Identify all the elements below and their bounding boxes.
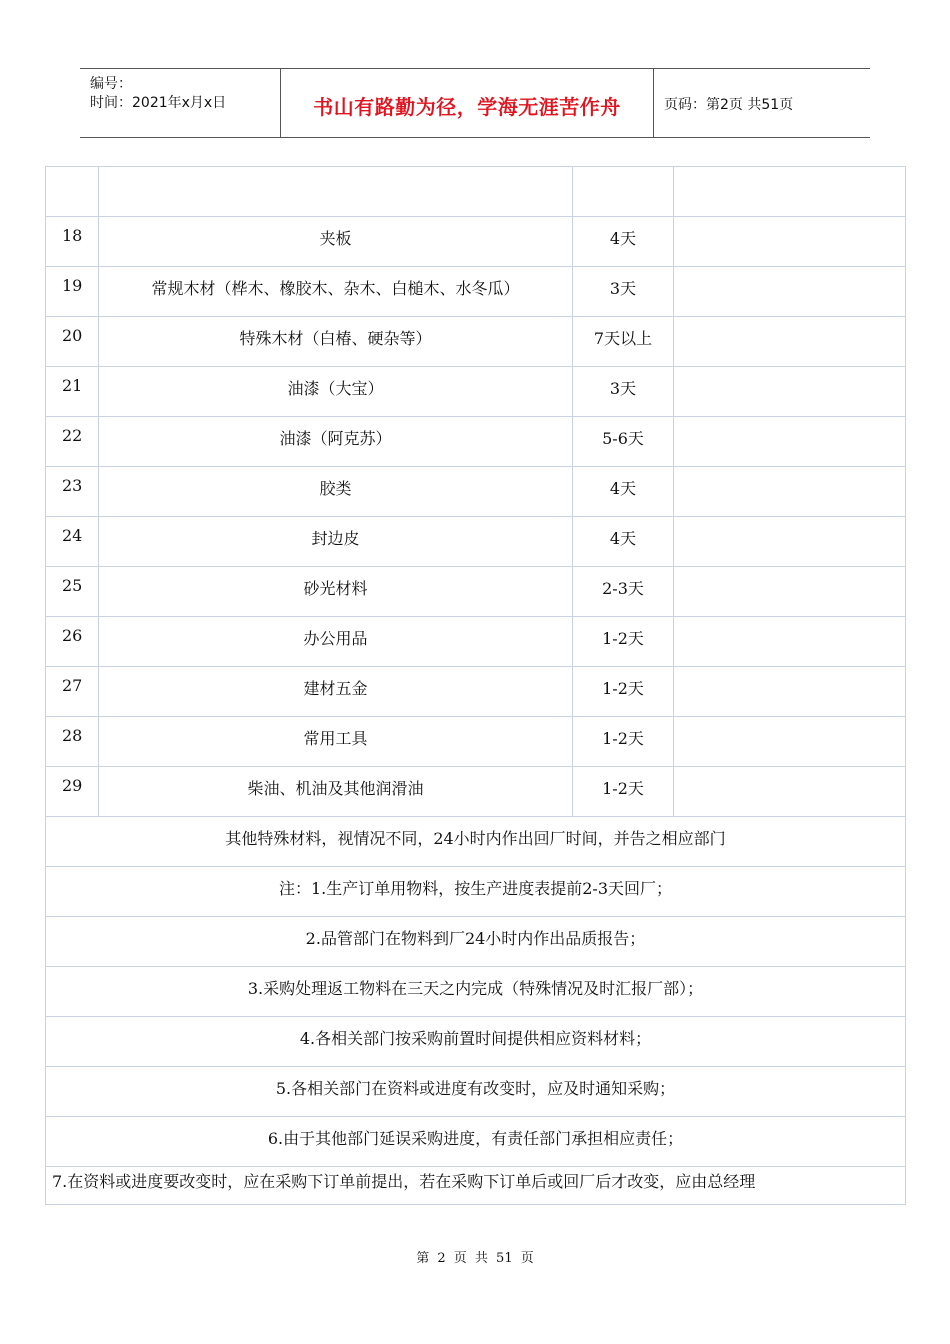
lead-time: 5-6天	[573, 417, 674, 467]
remark-cell	[674, 517, 906, 567]
row-number: 27	[46, 667, 99, 717]
remark-cell	[674, 367, 906, 417]
row-number: 23	[46, 467, 99, 517]
remark-cell	[674, 267, 906, 317]
remark-cell	[674, 717, 906, 767]
material-name: 常规木材（桦木、橡胶木、杂木、白槌木、水冬瓜）	[99, 267, 573, 317]
table-row	[46, 767, 906, 817]
row-number: 20	[46, 317, 99, 367]
material-name: 特殊木材（白椿、硬杂等）	[99, 317, 573, 367]
table-row	[46, 167, 906, 217]
remark-cell	[674, 467, 906, 517]
table-row	[46, 517, 906, 567]
note-row	[46, 1117, 906, 1167]
note-row	[46, 917, 906, 967]
header-page-cell	[654, 69, 870, 137]
material-name: 柴油、机油及其他润滑油	[99, 767, 573, 817]
date-label: 时间：2021年x月x日	[90, 95, 227, 111]
table-row	[46, 267, 906, 317]
remark-cell	[674, 617, 906, 667]
material-name: 夹板	[99, 217, 573, 267]
lead-time: 1-2天	[573, 617, 674, 667]
lead-time: 4天	[573, 517, 674, 567]
row-number: 29	[46, 767, 99, 817]
page-footer: 第 2 页 共 51 页	[416, 1251, 534, 1266]
note-item: 4.各相关部门按采购前置时间提供相应资料材料；	[46, 1017, 906, 1067]
note-item: 2.品管部门在物料到厂24小时内作出品质报告；	[46, 917, 906, 967]
lead-time: 3天	[573, 367, 674, 417]
table-row	[46, 317, 906, 367]
lead-time: 1-2天	[573, 667, 674, 717]
row-number: 28	[46, 717, 99, 767]
material-name: 封边皮	[99, 517, 573, 567]
remark-cell	[674, 217, 906, 267]
material-name: 油漆（大宝）	[99, 367, 573, 417]
lead-time: 3天	[573, 267, 674, 317]
lead-time: 4天	[573, 467, 674, 517]
header-meta	[80, 69, 281, 137]
note-item: 3.采购处理返工物料在三天之内完成（特殊情况及时汇报厂部）；	[46, 967, 906, 1017]
table-row	[46, 417, 906, 467]
note-row	[46, 867, 906, 917]
note-row	[46, 1017, 906, 1067]
row-number: 26	[46, 617, 99, 667]
lead-time	[573, 167, 674, 217]
note-row	[46, 967, 906, 1017]
table-row	[46, 667, 906, 717]
motto-text: 书山有路勤为径，学海无涯苦作舟	[313, 95, 621, 119]
note-item: 6.由于其他部门延误采购进度，有责任部门承担相应责任；	[46, 1117, 906, 1167]
remark-cell	[674, 767, 906, 817]
material-name	[99, 167, 573, 217]
lead-time: 1-2天	[573, 717, 674, 767]
note-row	[46, 1167, 906, 1205]
remark-cell	[674, 567, 906, 617]
material-name: 胶类	[99, 467, 573, 517]
row-number: 22	[46, 417, 99, 467]
row-number: 21	[46, 367, 99, 417]
row-number: 25	[46, 567, 99, 617]
lead-time: 2-3天	[573, 567, 674, 617]
page-header	[80, 68, 870, 138]
material-name: 办公用品	[99, 617, 573, 667]
lead-time: 1-2天	[573, 767, 674, 817]
material-name: 常用工具	[99, 717, 573, 767]
remark-cell	[674, 317, 906, 367]
note-row	[46, 817, 906, 867]
note-item: 7.在资料或进度要改变时，应在采购下订单前提出，若在采购下订单后或回厂后才改变，应由总经理	[46, 1167, 906, 1205]
row-number: 24	[46, 517, 99, 567]
note-item: 注：1.生产订单用物料，按生产进度表提前2-3天回厂；	[46, 867, 906, 917]
row-number: 18	[46, 217, 99, 267]
number-label: 编号：	[90, 76, 132, 92]
remark-cell	[674, 417, 906, 467]
remark-cell	[674, 667, 906, 717]
row-number: 19	[46, 267, 99, 317]
note-item: 5.各相关部门在资料或进度有改变时，应及时通知采购；	[46, 1067, 906, 1117]
table-row	[46, 217, 906, 267]
table-row	[46, 717, 906, 767]
lead-time: 7天以上	[573, 317, 674, 367]
table-row	[46, 467, 906, 517]
table-row	[46, 617, 906, 667]
note-row	[46, 1067, 906, 1117]
table-row	[46, 567, 906, 617]
row-number	[46, 167, 99, 217]
material-name: 油漆（阿克苏）	[99, 417, 573, 467]
material-name: 建材五金	[99, 667, 573, 717]
material-name: 砂光材料	[99, 567, 573, 617]
lead-time-table	[45, 166, 906, 1205]
table-row	[46, 367, 906, 417]
lead-time: 4天	[573, 217, 674, 267]
note-special-materials: 其他特殊材料，视情况不同，24小时内作出回厂时间，并告之相应部门	[46, 817, 906, 867]
header-motto-cell	[281, 69, 654, 137]
remark-cell	[674, 167, 906, 217]
page-info: 页码：第2页 共51页	[664, 97, 794, 113]
